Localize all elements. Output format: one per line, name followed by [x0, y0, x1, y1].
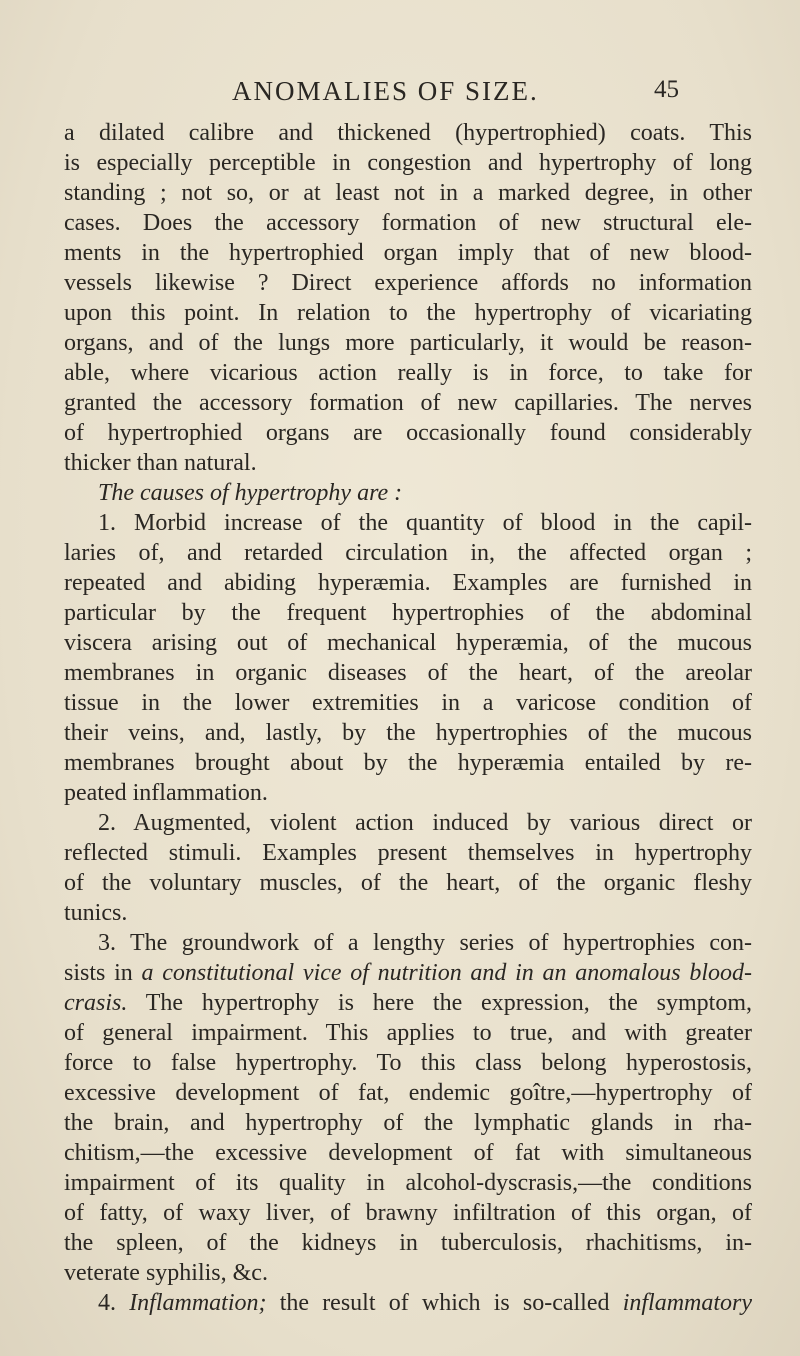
- text-line: impairment of its quality in alcohol-dyscrasis,—the conditions: [64, 1170, 752, 1196]
- page-header: [0, 70, 800, 110]
- text-line: able, where vicarious action really is in force, to take for: [64, 360, 752, 386]
- text-line: membranes in organic diseases of the heart, of the areolar: [64, 660, 752, 686]
- text-line: vessels likewise ? Direct experience affords no information: [64, 270, 752, 296]
- text-line: organs, and of the lungs more particularly, it would be reason-: [64, 330, 752, 356]
- text-line: particular by the frequent hypertrophies of the abdominal: [64, 600, 752, 626]
- text-line: of the voluntary muscles, of the heart, of the organic fleshy: [64, 870, 752, 896]
- page-number: 45: [654, 76, 679, 103]
- text-line: the spleen, of the kidneys in tuberculosis, rhachitisms, in-: [64, 1230, 752, 1256]
- causes-heading: The causes of hypertrophy are :: [98, 480, 403, 506]
- running-title: ANOMALIES OF SIZE.: [232, 76, 539, 106]
- text-line: of general impairment. This applies to true, and with greater: [64, 1020, 752, 1046]
- text-line: the brain, and hypertrophy of the lymphatic glands in rha-: [64, 1110, 752, 1136]
- text-line: viscera arising out of mechanical hyperæmia, of the mucous: [64, 630, 752, 656]
- text-line: 3. The groundwork of a lengthy series of hypertrophies con-: [98, 930, 752, 956]
- text-line: force to false hypertrophy. To this class belong hyperostosis,: [64, 1050, 752, 1076]
- text-line: crasis. The hypertrophy is here the expression, the symptom,: [64, 990, 752, 1016]
- text-line: excessive development of fat, endemic goître,—hypertrophy of: [64, 1080, 752, 1106]
- text-line: reflected stimuli. Examples present themselves in hypertrophy: [64, 840, 752, 866]
- text-line: is especially perceptible in congestion and hypertrophy of long: [64, 150, 752, 176]
- text-line: membranes brought about by the hyperæmia entailed by re-: [64, 750, 752, 776]
- text-line: laries of, and retarded circulation in, the affected organ ;: [64, 540, 752, 566]
- text-line: repeated and abiding hyperæmia. Examples are furnished in: [64, 570, 752, 596]
- section-heading: [64, 478, 752, 508]
- text-line: 2. Augmented, violent action induced by various direct or: [98, 810, 752, 836]
- body-text: [64, 118, 752, 1318]
- text-line: of hypertrophied organs are occasionally found considerably: [64, 420, 752, 446]
- text-line: granted the accessory formation of new capillaries. The nerves: [64, 390, 752, 416]
- text-line: cases. Does the accessory formation of new structural ele-: [64, 210, 752, 236]
- text-line: tunics.: [64, 900, 128, 926]
- text-line: their veins, and, lastly, by the hypertrophies of the mucous: [64, 720, 752, 746]
- text-line: 1. Morbid increase of the quantity of blood in the capil-: [98, 510, 752, 536]
- text-line: of fatty, of waxy liver, of brawny infiltration of this organ, of: [64, 1200, 752, 1226]
- text-line: thicker than natural.: [64, 450, 257, 476]
- text-line: sists in a constitutional vice of nutrition and in an anomalous blood-: [64, 960, 752, 986]
- text-line: standing ; not so, or at least not in a marked degree, in other: [64, 180, 752, 206]
- text-line: upon this point. In relation to the hypertrophy of vicariating: [64, 300, 752, 326]
- text-line: 4. Inflammation; the result of which is so-called inflammatory: [98, 1290, 753, 1316]
- text-line: ments in the hypertrophied organ imply that of new blood-: [64, 240, 752, 266]
- text-line: a dilated calibre and thickened (hypertrophied) coats. This: [64, 120, 752, 146]
- text-line: veterate syphilis, &c.: [64, 1260, 268, 1286]
- text-line: peated inflammation.: [64, 780, 268, 806]
- text-line: chitism,—the excessive development of fat with simultaneous: [64, 1140, 752, 1166]
- text-line: tissue in the lower extremities in a varicose condition of: [64, 690, 752, 716]
